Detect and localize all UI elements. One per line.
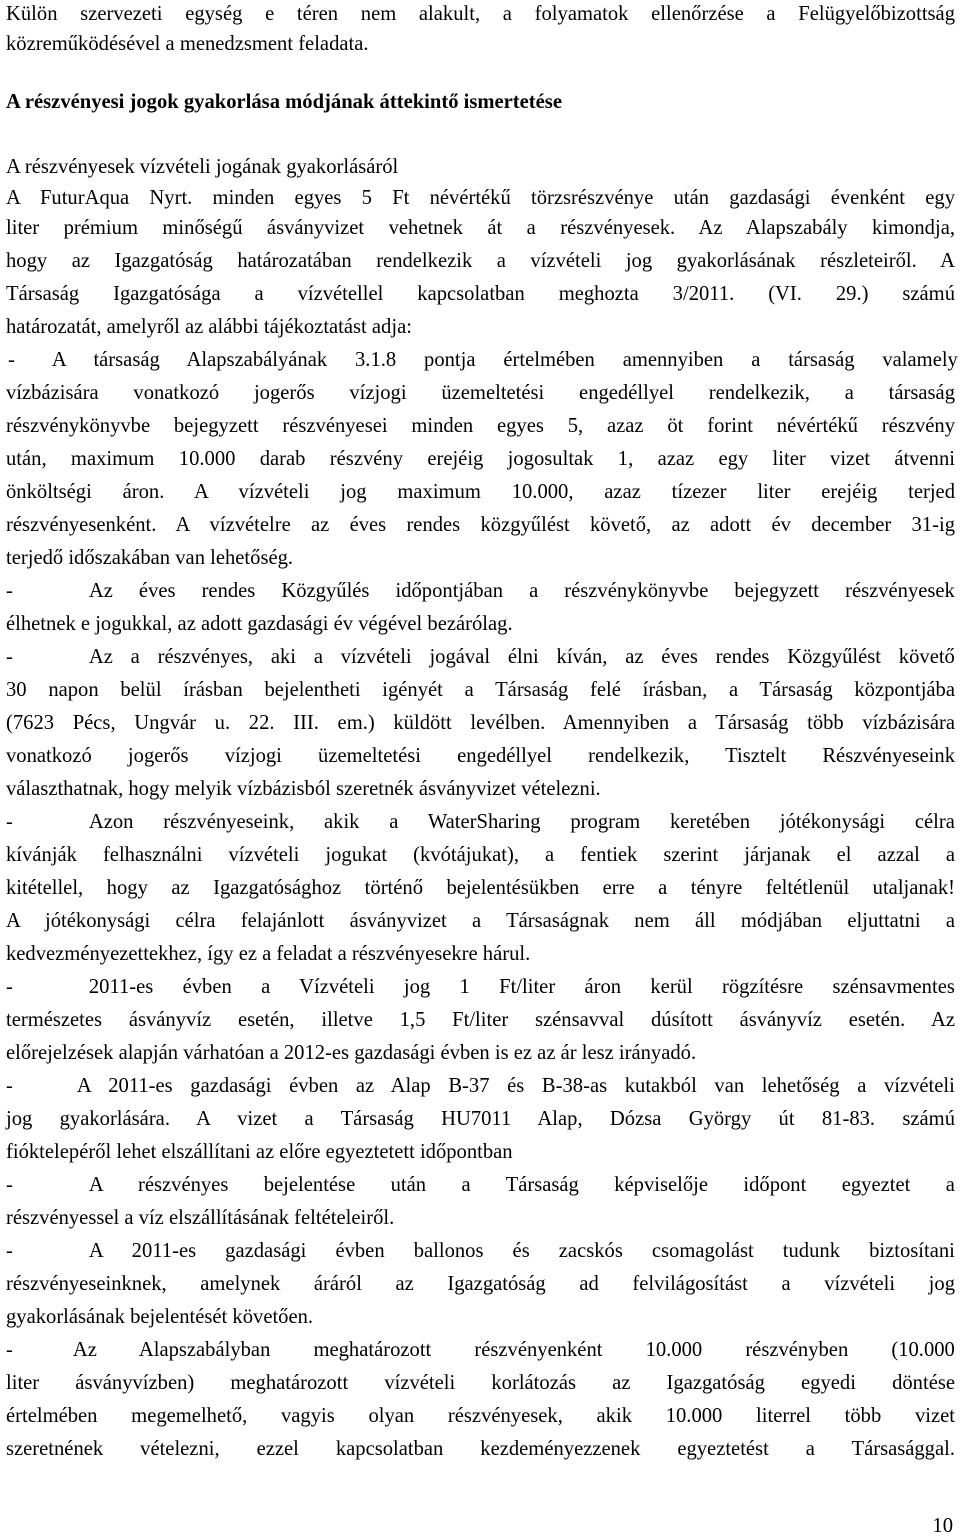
paragraph-line: Külön szervezeti egység e téren nem alakult, a folyamatok ellenőrzése a Felügyelőbizottság <box>6 3 955 25</box>
list-item-text: Az éves rendes Közgyűlés időpontjában a részvénykönyvbe bejegyzett részvényesek <box>88 580 955 602</box>
paragraph-line: Társaság Igazgatósága a vízvétellel kapcsolatban meghozta 3/2011. (VI. 29.) számú <box>6 283 955 305</box>
paragraph-line: gyakorlásának bejelentését követően. <box>6 1306 314 1328</box>
paragraph-line: kedvezményezettekhez, így ez a feladat a részvényesekre hárul. <box>6 943 531 965</box>
list-item-text: A társaság Alapszabályának 3.1.8 pontja értelmében amennyiben a társaság valamely <box>51 349 958 371</box>
paragraph-line: határozatát, amelyről az alábbi tájékoztatást adja: <box>6 316 412 338</box>
paragraph-line: előrejelzések alapján várhatóan a 2012-es gazdasági évben is ez az ár lesz irányadó. <box>6 1042 697 1064</box>
list-item <box>6 1073 955 1099</box>
paragraph-line: (7623 Pécs, Ungvár u. 22. III. em.) küldött levélben. Amennyiben a Társaság több vízbázisára <box>6 712 955 734</box>
list-item-text: A 2011-es gazdasági évben ballonos és zacskós csomagolást tudunk biztosítani <box>88 1240 955 1262</box>
subsection-heading: A részvényesek vízvételi jogának gyakorlásáról <box>6 156 399 178</box>
list-item <box>6 1172 955 1198</box>
list-item-text: Az a részvényes, aki a vízvételi jogával élni kíván, az éves rendes Közgyűlést követő <box>88 646 955 668</box>
list-item <box>6 809 955 835</box>
paragraph-line: fióktelepéről lehet elszállítani az előre egyeztetett időpontban <box>6 1141 513 1163</box>
paragraph-line: A FuturAqua Nyrt. minden egyes 5 Ft névértékű törzsrészvénye után gazdasági évenként egy <box>6 187 955 209</box>
list-item <box>6 1337 955 1363</box>
list-item-text: A 2011-es gazdasági évben az Alap B-37 és B-38-as kutakból van lehetőség a vízvételi <box>76 1075 955 1097</box>
paragraph-line: részvénykönyvbe bejegyzett részvényesei minden egyes 5, azaz öt forint névértékű részvény <box>6 415 955 437</box>
paragraph-line: választhatnak, hogy melyik vízbázisból szeretnék ásványvizet vételezni. <box>6 778 601 800</box>
section-heading: A részvényesi jogok gyakorlása módjának áttekintő ismertetése <box>6 91 562 113</box>
list-dash: - <box>6 811 13 833</box>
paragraph-line: vízbázisára vonatkozó jogerős vízjogi üzemeltetési engedéllyel rendelkezik, a társaság <box>6 382 955 404</box>
list-item <box>6 578 955 604</box>
paragraph-line: értelmében megemelhető, vagyis olyan részvényesek, akik 10.000 literrel több vizet <box>6 1405 955 1427</box>
list-item <box>6 347 958 373</box>
paragraph-line: vonatkozó jogerős vízjogi üzemeltetési engedéllyel rendelkezik, Tisztelt Részvényeseink <box>6 745 955 767</box>
paragraph-line: részvényesenként. A vízvételre az éves rendes közgyűlést követő, az adott év december 31-ig <box>6 514 955 536</box>
paragraph-line: jog gyakorlására. A vizet a Társaság HU7011 Alap, Dózsa György út 81-83. számú <box>6 1108 955 1130</box>
paragraph-line: önköltségi áron. A vízvételi jog maximum 10.000, azaz tízezer liter erejéig terjed <box>6 481 955 503</box>
paragraph-line: 30 napon belül írásban bejelentheti igényét a Társaság felé írásban, a Társaság központjába <box>6 679 955 701</box>
list-item <box>6 974 955 1000</box>
list-item-text: A részvényes bejelentése után a Társaság képviselője időpont egyeztet a <box>88 1174 955 1196</box>
list-dash: - <box>6 580 13 602</box>
list-item-text: 2011-es évben a Vízvételi jog 1 Ft/liter áron kerül rögzítésre szénsavmentes <box>88 976 955 998</box>
paragraph-line: után, maximum 10.000 darab részvény erejéig jogosultak 1, azaz egy liter vizet átvenni <box>6 448 955 470</box>
paragraph-line: kívánják felhasználni vízvételi jogukat (kvótájukat), a fentiek szerint járjanak el azzal a <box>6 844 955 866</box>
paragraph-line: hogy az Igazgatóság határozatában rendelkezik a vízvételi jog gyakorlásának részleteiről. A <box>6 250 955 272</box>
paragraph-line: terjedő időszakában van lehetőség. <box>6 547 294 569</box>
list-item-text: Az Alapszabályban meghatározott részvényenként 10.000 részvényben (10.000 <box>72 1339 955 1361</box>
paragraph-line: A jótékonysági célra felajánlott ásványvizet a Társaságnak nem áll módjában eljuttatni a <box>6 910 955 932</box>
list-dash: - <box>6 646 13 668</box>
list-dash: - <box>6 1075 13 1097</box>
list-item-text: Azon részvényeseink, akik a WaterSharing program keretében jótékonysági célra <box>88 811 955 833</box>
list-dash: - <box>6 1339 13 1361</box>
paragraph-line: közreműködésével a menedzsment feladata. <box>6 33 369 55</box>
paragraph-line: kitétellel, hogy az Igazgatósághoz történő bejelentésükben erre a tényre feltétlenül utaljanak! <box>6 877 955 899</box>
paragraph-line: részvényeseinknek, amelynek áráról az Igazgatóság ad felvilágosítást a vízvételi jog <box>6 1273 955 1295</box>
list-dash: - <box>6 1174 13 1196</box>
page-number: 10 <box>932 1515 953 1537</box>
paragraph-line: szeretnének vételezni, ezzel kapcsolatban kezdeményezzenek egyeztetést a Társasággal. <box>6 1438 955 1460</box>
list-item <box>6 1238 955 1264</box>
list-dash: - <box>8 349 15 371</box>
list-dash: - <box>6 1240 13 1262</box>
paragraph-line: liter ásványvízben) meghatározott vízvételi korlátozás az Igazgatóság egyedi döntése <box>6 1372 955 1394</box>
list-item <box>6 644 955 670</box>
paragraph-line: részvényessel a víz elszállításának feltételeiről. <box>6 1207 395 1229</box>
list-dash: - <box>6 976 13 998</box>
paragraph-line: liter prémium minőségű ásványvizet vehetnek át a részvényesek. Az Alapszabály kimondja, <box>6 217 955 239</box>
paragraph-line: élhetnek e jogukkal, az adott gazdasági év végével bezárólag. <box>6 613 513 635</box>
paragraph-line: természetes ásványvíz esetén, illetve 1,5 Ft/liter szénsavval dúsított ásványvíz esetén. Az <box>6 1009 955 1031</box>
